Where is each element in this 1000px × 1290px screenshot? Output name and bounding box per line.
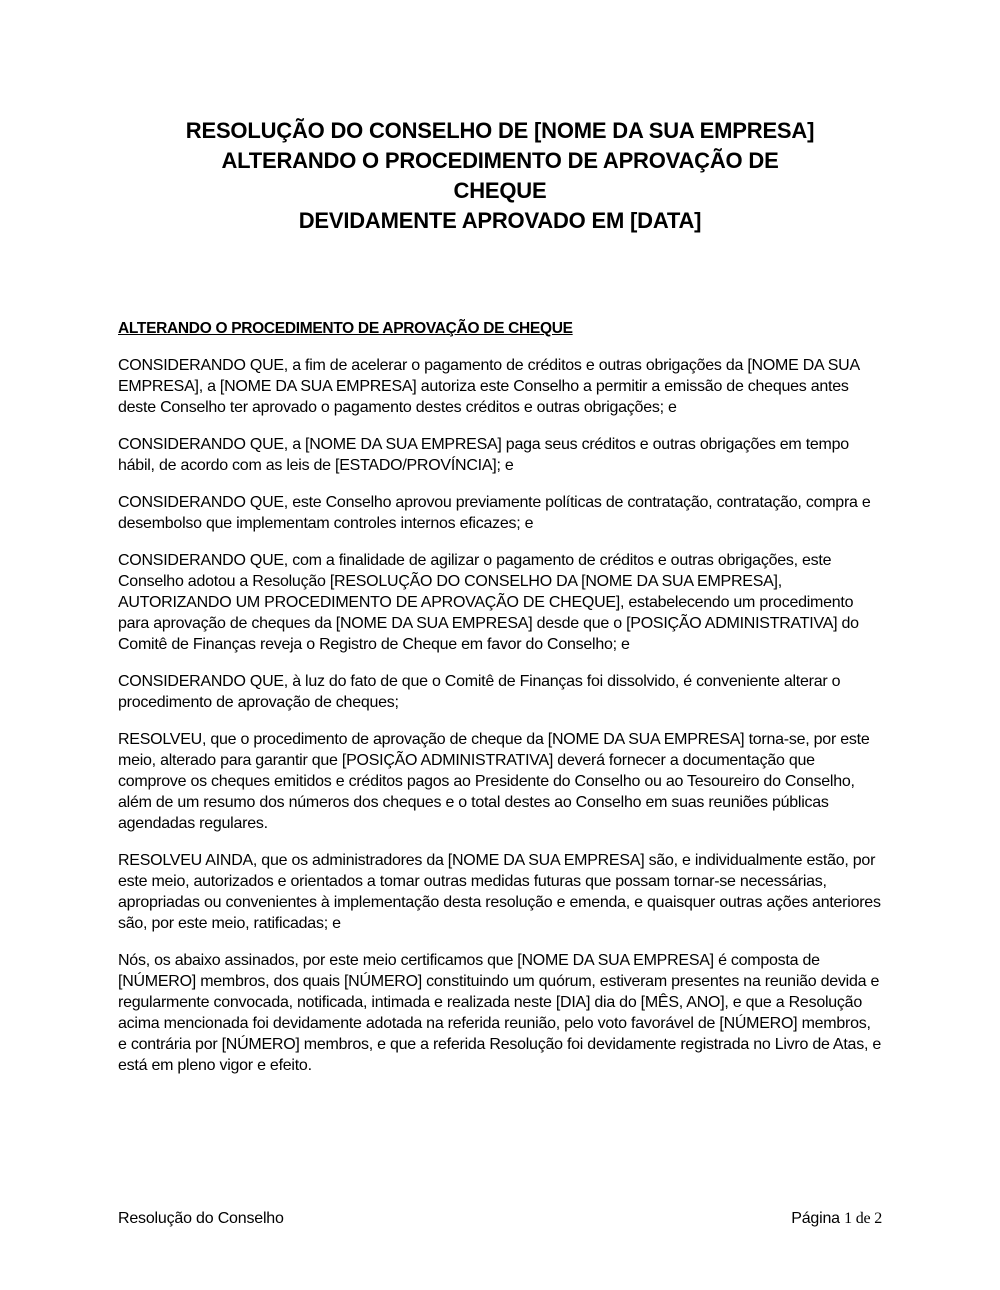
- page-footer: [118, 1210, 882, 1228]
- document-title: [118, 116, 882, 236]
- paragraph-resolved: RESOLVEU, que o procedimento de aprovação de cheque da [NOME DA SUA EMPRESA] torna-se, por este meio, alterado para garantir que [POSIÇÃO ADMINISTRATIVA] deverá fornecer a documentação que comprove os cheques emitidos e créditos pagos ao Presidente do Conselho ou ao Tesoureiro do Conselho, além de um resumo dos números dos cheques e o total destes ao Conselho em suas reuniões públicas agendadas regulares.: [118, 731, 870, 832]
- title-line-4: DEVIDAMENTE APROVADO EM [DATA]: [298, 208, 702, 233]
- footer-page-indicator: [791, 1210, 882, 1228]
- title-line-2: ALTERANDO O PROCEDIMENTO DE APROVAÇÃO DE: [221, 148, 779, 173]
- paragraph-certification: Nós, os abaixo assinados, por este meio certificamos que [NOME DA SUA EMPRESA] é composta de [NÚMERO] membros, dos quais [NÚMERO] constituindo um quórum, estiveram presentes na reunião devida e regularmente convocada, notificada, intimada e realizada neste [DIA] dia do [MÊS, ANO], e que a Resolução acima mencionada foi devidamente adotada na referida reunião, pelo voto favorável de [NÚMERO] membros, e contrária por [NÚMERO] membros, e que a referida Resolução foi devidamente registrada no Livro de Atas, e está em pleno vigor e efeito.: [118, 952, 881, 1074]
- paragraph-whereas-1: CONSIDERANDO QUE, a fim de acelerar o pagamento de créditos e outras obrigações da [NOME DA SUA EMPRESA], a [NOME DA SUA EMPRESA] autoriza este Conselho a permitir a emissão de cheques antes deste Conselho ter aprovado o pagamento destes créditos e outras obrigações; e: [118, 357, 860, 416]
- footer-document-name: Resolução do Conselho: [118, 1210, 284, 1227]
- footer-page-number: 1 de 2: [844, 1210, 882, 1227]
- paragraph-whereas-4: CONSIDERANDO QUE, com a finalidade de agilizar o pagamento de créditos e outras obrigações, este Conselho adotou a Resolução [RESOLUÇÃO DO CONSELHO DA [NOME DA SUA EMPRESA], AUTORIZANDO UM PROCEDIMENTO DE APROVAÇÃO DE CHEQUE], estabelecendo um procedimento para aprovação de cheques da [NOME DA SUA EMPRESA] desde que o [POSIÇÃO ADMINISTRATIVA] do Comitê de Finanças reveja o Registro de Cheque em favor do Conselho; e: [118, 552, 859, 653]
- document-content: [118, 0, 882, 1076]
- paragraph-whereas-3: CONSIDERANDO QUE, este Conselho aprovou previamente políticas de contratação, contratação, compra e desembolso que implementam controles internos eficazes; e: [118, 494, 871, 532]
- paragraph-whereas-5: CONSIDERANDO QUE, à luz do fato de que o Comitê de Finanças foi dissolvido, é conveniente alterar o procedimento de aprovação de cheques;: [118, 673, 841, 711]
- footer-page-label: Página: [791, 1210, 840, 1227]
- paragraph-whereas-2: CONSIDERANDO QUE, a [NOME DA SUA EMPRESA] paga seus créditos e outras obrigações em tempo hábil, de acordo com as leis de [ESTADO/PROVÍNCIA]; e: [118, 436, 849, 474]
- paragraph-resolved-further: RESOLVEU AINDA, que os administradores da [NOME DA SUA EMPRESA] são, e individualmente estão, por este meio, autorizados e orientados a tomar outras medidas futuras que possam tornar-se necessárias, apropriadas ou convenientes à implementação desta resolução e emenda, e quaisquer outras ações anteriores são, por este meio, ratificadas; e: [118, 852, 881, 932]
- title-line-1: RESOLUÇÃO DO CONSELHO DE [NOME DA SUA EMPRESA]: [185, 118, 815, 143]
- title-line-3: CHEQUE: [453, 178, 547, 203]
- document-body: [118, 355, 882, 1076]
- section-heading: ALTERANDO O PROCEDIMENTO DE APROVAÇÃO DE CHEQUE: [118, 320, 573, 337]
